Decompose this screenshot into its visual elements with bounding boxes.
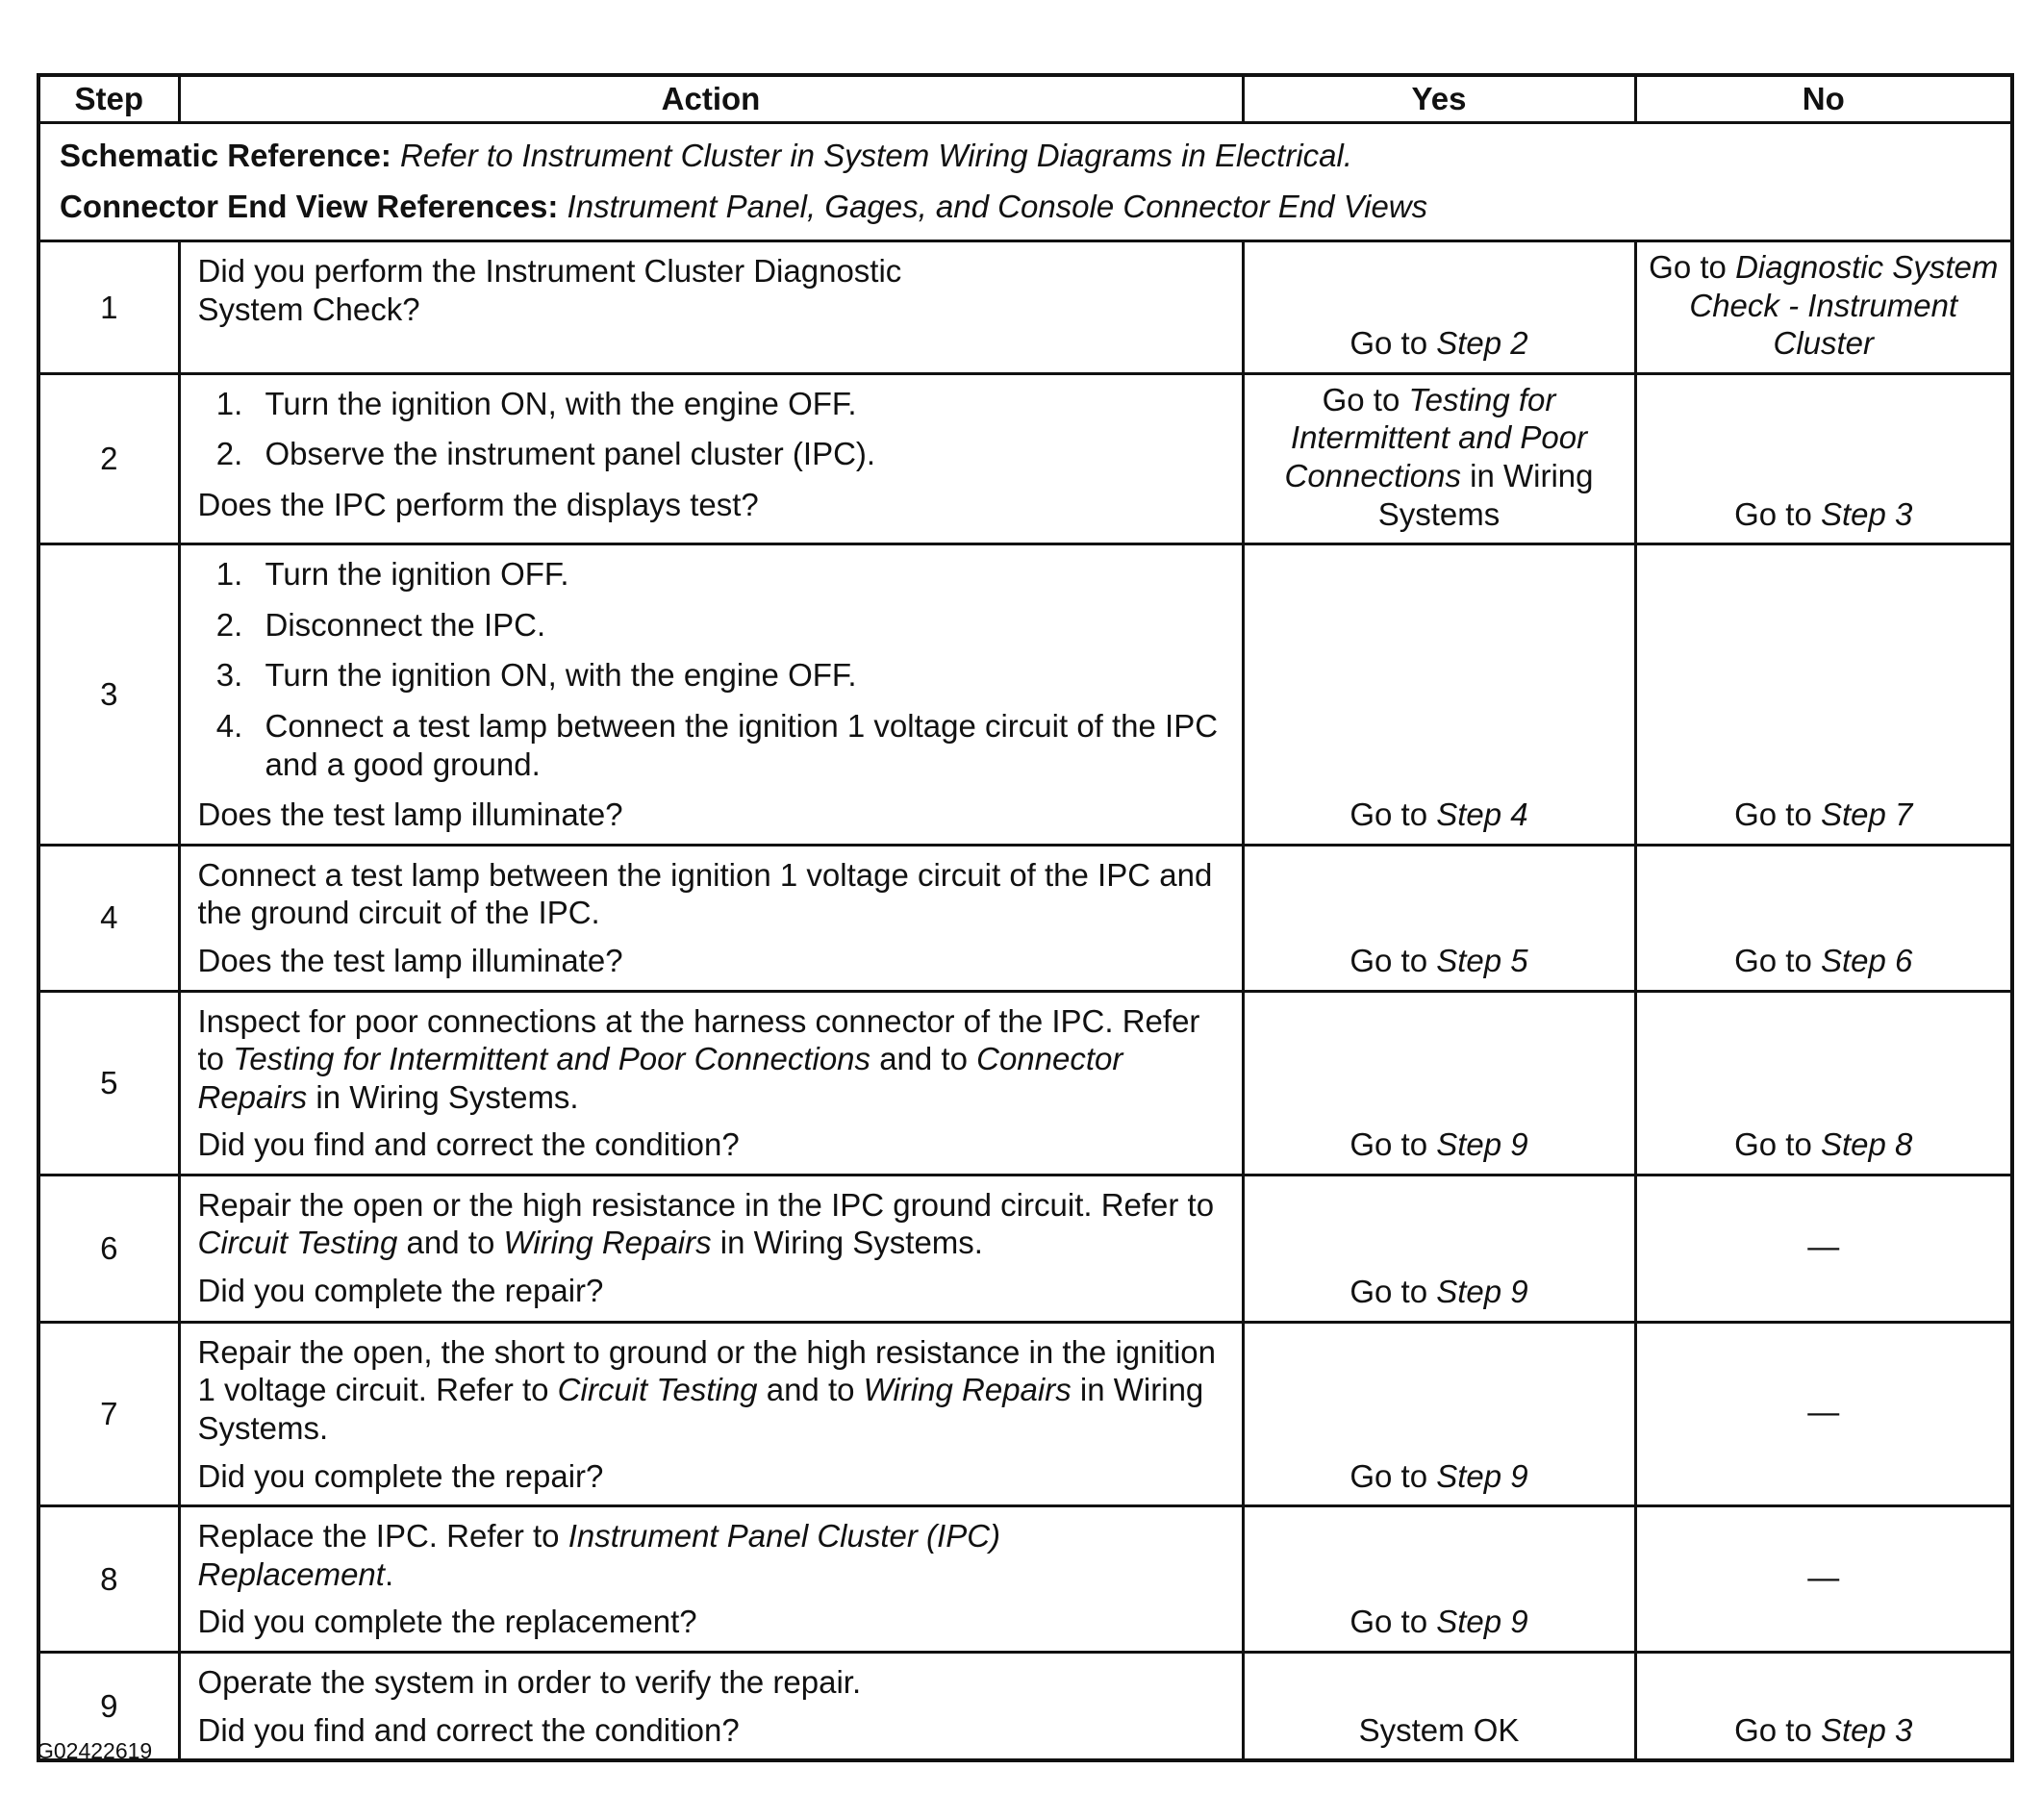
question-text: Did you complete the repair? (197, 1273, 604, 1309)
no-cell (1635, 991, 2012, 1175)
action-cell (179, 1322, 1243, 1505)
action-text (198, 1333, 1224, 1448)
yes-prefix: Go to (1349, 1604, 1437, 1640)
step-number: 9 (38, 1653, 179, 1761)
substep: 1. Turn the ignition OFF. (252, 555, 1224, 594)
action-text-part: and to (757, 1372, 864, 1408)
action-text-part: Inspect for poor connections at the harness connector of the IPC. Refer to (197, 1002, 1200, 1077)
action-text-part: in Wiring Systems. (307, 1078, 579, 1115)
header-row (38, 75, 2012, 123)
yes-reference-link[interactable]: Step 4 (1436, 796, 1528, 833)
action-text (198, 1002, 1224, 1117)
no-reference-link[interactable]: Step 6 (1820, 942, 1913, 978)
diagnostic-table (37, 73, 2014, 1762)
action-text: Did you perform the Instrument Cluster Diagnostic System Check? (197, 253, 902, 327)
yes-reference-link[interactable]: Step 9 (1436, 1126, 1528, 1163)
action-text (198, 1517, 1122, 1593)
table-row (38, 1506, 2012, 1653)
no-cell (1635, 544, 2012, 846)
action-reference-link[interactable]: Wiring Repairs (503, 1225, 712, 1261)
action-text-part: and to (870, 1041, 977, 1077)
header-action: Action (179, 75, 1243, 123)
header-yes: Yes (1243, 75, 1635, 123)
connector-reference (60, 181, 1991, 232)
no-prefix: Go to (1734, 1711, 1821, 1748)
action-reference-link[interactable]: Testing for Intermittent and Poor Connections (233, 1041, 871, 1077)
step-number: 6 (38, 1175, 179, 1322)
no-prefix: Go to (1734, 796, 1821, 833)
schematic-reference-label: Schematic Reference: (60, 138, 391, 173)
yes-prefix: Go to (1349, 1126, 1437, 1163)
yes-prefix: Go to (1349, 942, 1437, 978)
yes-reference-link[interactable]: Step 9 (1436, 1457, 1528, 1494)
yes-suffix: in Wiring Systems (1377, 457, 1594, 532)
schematic-reference (60, 130, 1991, 181)
yes-prefix: Go to (1349, 1274, 1437, 1310)
substep: 2. Disconnect the IPC. (252, 606, 1224, 645)
question-text: Did you find and correct the condition? (197, 1126, 740, 1163)
substep-list (198, 385, 1224, 473)
yes-cell (1243, 1322, 1635, 1505)
connector-reference-text: Instrument Panel, Gages, and Console Connector End Views (567, 189, 1428, 224)
action-cell (179, 373, 1243, 543)
yes-cell (1243, 1506, 1635, 1653)
no-reference-link[interactable]: Step 8 (1820, 1126, 1913, 1163)
no-prefix: Go to (1734, 1126, 1821, 1163)
yes-prefix: Go to (1322, 381, 1409, 417)
header-step: Step (38, 75, 179, 123)
action-reference-link[interactable]: Circuit Testing (197, 1225, 398, 1261)
step-number: 4 (38, 845, 179, 991)
question-text: Did you find and correct the condition? (197, 1711, 740, 1748)
yes-reference-link[interactable]: Testing for Intermittent and Poor Connections (1284, 381, 1588, 493)
figure-id: G02422619 (37, 1738, 153, 1763)
no-prefix: Go to (1734, 495, 1821, 532)
table-row (38, 241, 2012, 374)
table-row (38, 1322, 2012, 1505)
yes-prefix: Go to (1349, 1457, 1437, 1494)
step-number: 5 (38, 991, 179, 1175)
action-cell (179, 544, 1243, 846)
no-reference-link[interactable]: Step 3 (1820, 495, 1913, 532)
no-reference-link[interactable]: Diagnostic System Check - Instrument Cluster (1689, 249, 1999, 362)
substep: 3. Turn the ignition ON, with the engine OFF. (252, 656, 1224, 695)
yes-reference-link[interactable]: Step 9 (1436, 1274, 1528, 1310)
question-text: Did you complete the repair? (197, 1457, 604, 1494)
references-cell (38, 123, 2012, 241)
table-row (38, 845, 2012, 991)
yes-cell (1243, 845, 1635, 991)
action-text-part: and to (397, 1225, 504, 1261)
no-prefix: Go to (1734, 942, 1821, 978)
references-row (38, 123, 2012, 241)
step-number: 1 (38, 241, 179, 374)
action-text-part: in Wiring Systems. (197, 1372, 1204, 1447)
action-cell (179, 1175, 1243, 1322)
action-cell (179, 845, 1243, 991)
no-cell: — (1635, 1506, 2012, 1653)
yes-prefix: Go to (1349, 325, 1437, 362)
yes-prefix: Go to (1349, 796, 1437, 833)
action-text-part: . (384, 1555, 394, 1592)
step-number: 2 (38, 373, 179, 543)
action-cell (179, 1506, 1243, 1653)
no-prefix: Go to (1649, 249, 1736, 285)
action-text-part: Repair the open, the short to ground or the high resistance in the ignition 1 voltage circuit. Refer to (197, 1333, 1217, 1408)
table-row (38, 1653, 2012, 1761)
no-cell (1635, 845, 2012, 991)
yes-reference-link[interactable]: Step 5 (1436, 942, 1528, 978)
substep: 2. Observe the instrument panel cluster (IPC). (252, 435, 1224, 473)
action-text: Operate the system in order to verify the repair. (197, 1664, 862, 1701)
question-text: Does the test lamp illuminate? (197, 942, 623, 978)
yes-reference-link[interactable]: Step 2 (1436, 325, 1528, 362)
step-number: 7 (38, 1322, 179, 1505)
no-cell (1635, 373, 2012, 543)
no-cell (1635, 241, 2012, 374)
no-cell: — (1635, 1322, 2012, 1505)
yes-cell (1243, 991, 1635, 1175)
action-text: Connect a test lamp between the ignition 1 voltage circuit of the IPC and the ground circuit of the IPC. (197, 856, 1213, 931)
action-cell (179, 241, 1243, 374)
action-text-part: in Wiring Systems. (711, 1225, 983, 1261)
step-number: 3 (38, 544, 179, 846)
table-row (38, 1175, 2012, 1322)
schematic-reference-text: Refer to Instrument Cluster in System Wiring Diagrams in Electrical. (400, 138, 1352, 173)
question-text: Did you complete the replacement? (197, 1604, 697, 1640)
action-text-part: Repair the open or the high resistance in the IPC ground circuit. Refer to (197, 1186, 1215, 1223)
substep-list (198, 555, 1224, 783)
yes-reference-link[interactable]: Step 9 (1436, 1604, 1528, 1640)
table-row (38, 991, 2012, 1175)
action-reference-link[interactable]: Wiring Repairs (863, 1372, 1072, 1408)
yes-cell (1243, 241, 1635, 374)
substep: 1. Turn the ignition ON, with the engine OFF. (252, 385, 1224, 423)
action-cell (179, 1653, 1243, 1761)
yes-cell (1243, 544, 1635, 846)
no-reference-link[interactable]: Step 3 (1820, 1711, 1913, 1748)
header-no: No (1635, 75, 2012, 123)
step-number: 8 (38, 1506, 179, 1653)
table-row (38, 373, 2012, 543)
yes-cell (1243, 373, 1635, 543)
question-text: Does the IPC perform the displays test? (197, 486, 759, 522)
action-reference-link[interactable]: Connector Repairs (197, 1041, 1123, 1115)
no-cell: — (1635, 1175, 2012, 1322)
no-cell (1635, 1653, 2012, 1761)
action-reference-link[interactable]: Instrument Panel Cluster (IPC) Replacement (197, 1518, 1001, 1592)
question-text: Does the test lamp illuminate? (197, 796, 623, 833)
substep: 4. Connect a test lamp between the ignition 1 voltage circuit of the IPC and a good ground. (252, 707, 1224, 783)
table-row (38, 544, 2012, 846)
action-text-part: Replace the IPC. Refer to (197, 1518, 568, 1555)
action-text (198, 1186, 1224, 1262)
yes-cell (1243, 1175, 1635, 1322)
connector-reference-label: Connector End View References: (60, 189, 559, 224)
no-reference-link[interactable]: Step 7 (1820, 796, 1913, 833)
yes-cell: System OK (1243, 1653, 1635, 1761)
action-cell (179, 991, 1243, 1175)
action-reference-link[interactable]: Circuit Testing (557, 1372, 758, 1408)
